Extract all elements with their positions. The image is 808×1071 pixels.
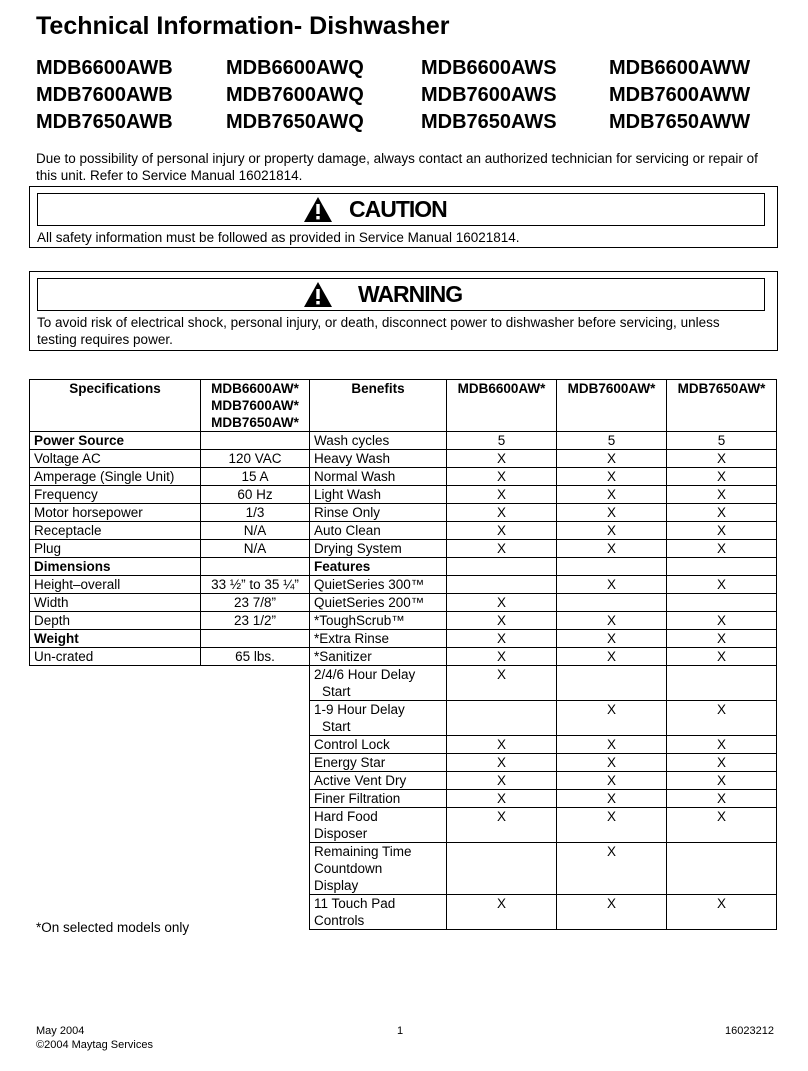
empty-cell [30, 736, 201, 754]
mdb7650-value: X [667, 486, 777, 504]
table-row [30, 594, 777, 612]
table-row [30, 522, 777, 540]
mdb7600-value: X [557, 504, 667, 522]
mdb7650-value: X [667, 450, 777, 468]
spec-label: Frequency [30, 486, 201, 504]
spec-label: Power Source [30, 432, 201, 450]
mdb6600-value: X [447, 790, 557, 808]
mdb7650-value: X [667, 540, 777, 558]
feature-label [310, 754, 447, 772]
feature-label-line: Remaining Time [314, 844, 412, 859]
model-number: MDB7600AWW [609, 84, 751, 106]
feature-label-line: Finer Filtration [314, 791, 401, 806]
mdb7650-value: 5 [667, 432, 777, 450]
spec-value: N/A [201, 522, 310, 540]
warning-text-line1: To avoid risk of electrical shock, personal injury, or death, disconnect power to dishwasher before servicing, unless [37, 315, 720, 330]
mdb7600-value: X [557, 612, 667, 630]
spec-label: Plug [30, 540, 201, 558]
spec-model-label: MDB7600AW* [211, 398, 299, 413]
mdb7650-value [667, 594, 777, 612]
spec-value [201, 630, 310, 648]
warning-box [29, 271, 778, 351]
feature-label-line: Energy Star [314, 755, 386, 770]
spec-value [201, 558, 310, 576]
feature-label-line: Display [314, 878, 359, 893]
mdb7600-value: X [557, 772, 667, 790]
mdb6600-value: X [447, 522, 557, 540]
mdb7600-value: X [557, 468, 667, 486]
feature-label-line: Start [322, 684, 351, 699]
feature-label [310, 895, 447, 930]
mdb6600-value: X [447, 895, 557, 930]
empty-cell [201, 772, 310, 790]
warning-triangle-icon [303, 281, 333, 308]
table-row [30, 450, 777, 468]
mdb6600-value: 5 [447, 432, 557, 450]
table-row [30, 432, 777, 450]
mdb7600-value: X [557, 843, 667, 895]
model-number: MDB7600AWB [36, 84, 173, 106]
model-number: MDB7650AWB [36, 111, 173, 133]
benefit-label: Wash cycles [310, 432, 447, 450]
empty-cell [201, 895, 310, 930]
mdb6600-value: X [447, 772, 557, 790]
mdb6600-value: X [447, 648, 557, 666]
spec-value: 60 Hz [201, 486, 310, 504]
feature-label [310, 772, 447, 790]
feature-label [310, 843, 447, 895]
feature-label-line: 2/4/6 Hour Delay [314, 667, 416, 682]
page-number: 1 [397, 1025, 404, 1037]
warning-triangle-icon [303, 196, 333, 223]
table-row [30, 736, 777, 754]
column-header-mdb7650: MDB7650AW* [667, 380, 777, 432]
model-number: MDB7650AWQ [226, 111, 364, 133]
footnote: *On selected models only [36, 920, 190, 935]
mdb6600-value [447, 701, 557, 736]
benefit-label: QuietSeries 300™ [310, 576, 447, 594]
feature-label-line: Countdown [314, 861, 383, 876]
mdb7600-value: X [557, 450, 667, 468]
feature-label [310, 808, 447, 843]
spec-value: 23 7/8” [201, 594, 310, 612]
model-number: MDB7650AWS [421, 111, 557, 133]
empty-cell [201, 701, 310, 736]
mdb7600-value: 5 [557, 432, 667, 450]
table-row [30, 754, 777, 772]
table-row [30, 630, 777, 648]
model-number: MDB6600AWB [36, 57, 173, 79]
feature-label [310, 701, 447, 736]
mdb7600-value: X [557, 486, 667, 504]
empty-cell [201, 666, 310, 701]
mdb7650-value: X [667, 576, 777, 594]
feature-label-line: Control Lock [314, 737, 390, 752]
caution-label: CAUTION [349, 196, 447, 222]
table-row [30, 540, 777, 558]
mdb7600-value: X [557, 648, 667, 666]
mdb7600-value: X [557, 701, 667, 736]
footer-date: May 2004 [36, 1025, 85, 1037]
spec-value: 120 VAC [201, 450, 310, 468]
model-number: MDB7600AWQ [226, 84, 364, 106]
model-number: MDB7600AWS [421, 84, 557, 106]
mdb7650-value: X [667, 522, 777, 540]
table-row [30, 486, 777, 504]
model-number: MDB6600AWQ [226, 57, 364, 79]
mdb7650-value: X [667, 772, 777, 790]
spec-value: 1/3 [201, 504, 310, 522]
specifications-table [29, 379, 777, 930]
mdb7600-value: X [557, 630, 667, 648]
mdb6600-value: X [447, 486, 557, 504]
model-number: MDB6600AWS [421, 57, 557, 79]
spec-label: Weight [30, 630, 201, 648]
mdb7650-value [667, 666, 777, 701]
mdb6600-value [447, 843, 557, 895]
feature-label-line: Active Vent Dry [314, 773, 407, 788]
mdb7600-value: X [557, 895, 667, 930]
mdb7650-value: X [667, 790, 777, 808]
mdb7650-value: X [667, 895, 777, 930]
benefit-label: Heavy Wash [310, 450, 447, 468]
feature-label-line: Start [322, 719, 351, 734]
mdb7600-value [557, 666, 667, 701]
spec-value: 15 A [201, 468, 310, 486]
empty-cell [30, 754, 201, 772]
spec-value [201, 432, 310, 450]
mdb6600-value: X [447, 630, 557, 648]
mdb6600-value: X [447, 612, 557, 630]
mdb6600-value: X [447, 540, 557, 558]
feature-label-line: 11 Touch Pad [314, 896, 396, 911]
benefit-label: *Extra Rinse [310, 630, 447, 648]
mdb7650-value: X [667, 468, 777, 486]
warning-text-line2: testing requires power. [37, 332, 173, 347]
empty-cell [201, 843, 310, 895]
feature-label-line: Hard Food [314, 809, 378, 824]
mdb7650-value: X [667, 648, 777, 666]
mdb7600-value: X [557, 736, 667, 754]
mdb7600-value [557, 594, 667, 612]
spec-value: 33 ½” to 35 ¼” [201, 576, 310, 594]
mdb6600-value [447, 576, 557, 594]
benefit-label: *ToughScrub™ [310, 612, 447, 630]
column-header-mdb7600: MDB7600AW* [557, 380, 667, 432]
table-header-row [30, 380, 777, 432]
warning-header [37, 278, 765, 311]
empty-cell [201, 790, 310, 808]
benefits-header: Benefits [310, 380, 447, 432]
spec-value: N/A [201, 540, 310, 558]
table-row [30, 666, 777, 701]
spec-label: Height–overall [30, 576, 201, 594]
spec-label: Voltage AC [30, 450, 201, 468]
table-row [30, 808, 777, 843]
mdb7600-value [557, 558, 667, 576]
empty-cell [30, 701, 201, 736]
table-row [30, 772, 777, 790]
benefit-label: Drying System [310, 540, 447, 558]
column-header-mdb6600: MDB6600AW* [447, 380, 557, 432]
table-row [30, 612, 777, 630]
model-number: MDB6600AWW [609, 57, 751, 79]
mdb6600-value: X [447, 504, 557, 522]
benefit-label: Normal Wash [310, 468, 447, 486]
empty-cell [30, 772, 201, 790]
intro-paragraph: Due to possibility of personal injury or property damage, always contact an authorized technician for servicing or repair of this unit. Refer to Service Manual 16021814. [36, 151, 758, 183]
empty-cell [201, 754, 310, 772]
spec-label: Amperage (Single Unit) [30, 468, 201, 486]
benefit-label: Rinse Only [310, 504, 447, 522]
table-row [30, 790, 777, 808]
mdb6600-value: X [447, 808, 557, 843]
model-number: MDB7650AWW [609, 111, 751, 133]
empty-cell [201, 808, 310, 843]
caution-box [29, 186, 778, 248]
empty-cell [30, 666, 201, 701]
mdb6600-value: X [447, 594, 557, 612]
empty-cell [30, 843, 201, 895]
table-row [30, 701, 777, 736]
spec-label: Dimensions [30, 558, 201, 576]
warning-label: WARNING [358, 281, 463, 307]
mdb7600-value: X [557, 754, 667, 772]
spec-label: Width [30, 594, 201, 612]
empty-cell [201, 736, 310, 754]
footer-copyright: ©2004 Maytag Services [36, 1039, 153, 1051]
benefit-label: Light Wash [310, 486, 447, 504]
caution-header [37, 193, 765, 226]
spec-models-header [201, 380, 310, 432]
mdb7650-value: X [667, 701, 777, 736]
table-row [30, 576, 777, 594]
benefit-label: Features [310, 558, 447, 576]
mdb7650-value: X [667, 612, 777, 630]
empty-cell [30, 808, 201, 843]
spec-label: Depth [30, 612, 201, 630]
benefit-label: *Sanitizer [310, 648, 447, 666]
spec-label: Motor horsepower [30, 504, 201, 522]
feature-label-line: Controls [314, 913, 365, 928]
mdb7650-value: X [667, 754, 777, 772]
caution-text: All safety information must be followed as provided in Service Manual 16021814. [37, 230, 520, 245]
page-title: Technical Information- Dishwasher [36, 12, 450, 40]
mdb7600-value: X [557, 576, 667, 594]
empty-cell [30, 790, 201, 808]
feature-label [310, 666, 447, 701]
doc-number: 16023212 [725, 1025, 774, 1037]
mdb6600-value: X [447, 450, 557, 468]
mdb7650-value: X [667, 504, 777, 522]
feature-label-line: 1-9 Hour Delay [314, 702, 405, 717]
mdb7600-value: X [557, 790, 667, 808]
mdb7600-value: X [557, 522, 667, 540]
table-row [30, 468, 777, 486]
spec-label: Un-crated [30, 648, 201, 666]
benefit-label: QuietSeries 200™ [310, 594, 447, 612]
benefit-label: Auto Clean [310, 522, 447, 540]
table-row [30, 843, 777, 895]
mdb6600-value [447, 558, 557, 576]
mdb6600-value: X [447, 736, 557, 754]
spec-model-label: MDB6600AW* [211, 381, 299, 396]
mdb7650-value [667, 558, 777, 576]
table-row [30, 504, 777, 522]
mdb7650-value [667, 843, 777, 895]
spec-model-label: MDB7650AW* [211, 415, 299, 430]
feature-label [310, 790, 447, 808]
spec-value: 23 1/2” [201, 612, 310, 630]
specifications-header: Specifications [30, 380, 201, 432]
mdb7600-value: X [557, 540, 667, 558]
mdb6600-value: X [447, 754, 557, 772]
mdb7650-value: X [667, 630, 777, 648]
mdb7600-value: X [557, 808, 667, 843]
mdb7650-value: X [667, 736, 777, 754]
mdb7650-value: X [667, 808, 777, 843]
mdb6600-value: X [447, 468, 557, 486]
feature-label-line: Disposer [314, 826, 368, 841]
spec-value: 65 lbs. [201, 648, 310, 666]
table-row [30, 558, 777, 576]
spec-label: Receptacle [30, 522, 201, 540]
mdb6600-value: X [447, 666, 557, 701]
feature-label [310, 736, 447, 754]
table-row [30, 648, 777, 666]
